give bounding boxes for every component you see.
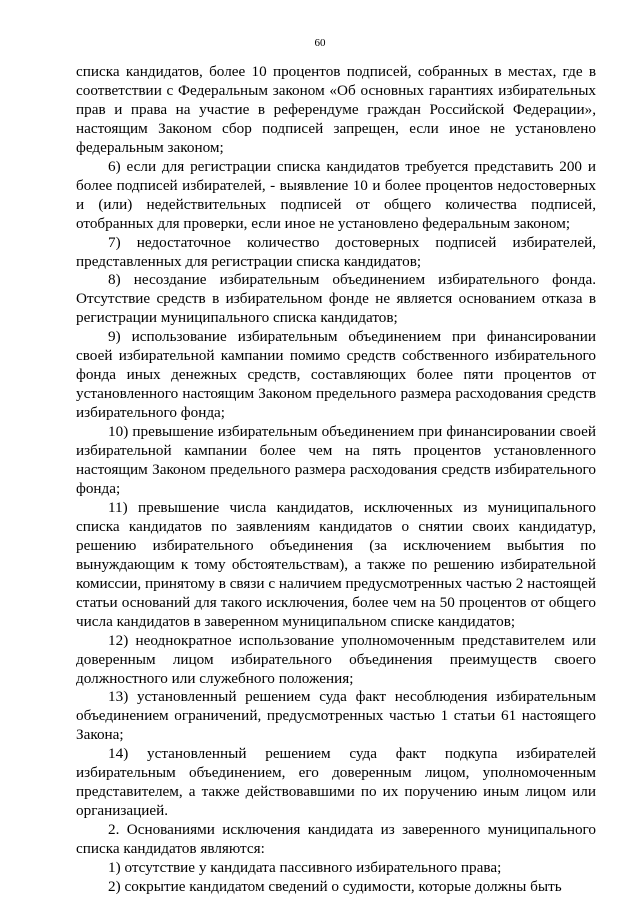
paragraph: списка кандидатов, более 10 процентов подписей, собранных в местах, где в соответствии с Федеральным законом «Об основных гарантиях избирательных прав и права на участие в референдуме граждан Российской Федерации», настоящим Законом сбор подписей запрещен, если иное не установлено федеральным законом; [76,63,596,156]
paragraph: 2. Основаниями исключения кандидата из заверенного муниципального списка кандидатов являются: [76,821,596,858]
page-number: 60 [314,37,326,49]
paragraph: 9) использование избирательным объединением при финансировании своей избирательной кампании помимо средств собственного избирательного фонда иных денежных средств, составляющих более пяти процентов от установленного настоящим Законом предельного размера расходования средств избирательного фонда; [76,328,596,422]
paragraph: 14) установленный решением суда факт подкупа избирателей избирательным объединением, его доверенным лицом, уполномоченным представителем, а также действовавшими по их поручению иным лицом или организацией. [76,745,596,820]
paragraph: 13) установленный решением суда факт несоблюдения избирательным объединением ограничений, предусмотренных частью 1 статьи 61 настоящего Закона; [76,688,596,744]
paragraph: 8) несоздание избирательным объединением избирательного фонда. Отсутствие средств в избирательном фонде не является основанием отказа в регистрации муниципального списка кандидатов; [76,271,596,327]
paragraph: 1) отсутствие у кандидата пассивного избирательного права; [108,859,502,877]
paragraph: 10) превышение избирательным объединением при финансировании своей избирательной кампании более чем на пять процентов установленного настоящим Законом предельного размера расходования средств избирательного фонда; [76,423,596,497]
paragraph: 11) превышение числа кандидатов, исключенных из муниципального списка кандидатов по заявлениям кандидатов о снятии своих кандидатур, решению избирательного объединения (за исключением выбытия по вынуждающим к тому обстоятельствам), а также по решению избирательной комиссии, принятому в связи с наличием предусмотренных частью 2 настоящей статьи оснований для такого исключения, более чем на 50 процентов от общего числа кандидатов в заверенном муниципальном списке кандидатов; [76,498,596,630]
paragraph: 7) недостаточное количество достоверных подписей избирателей, представленных для регистрации списка кандидатов; [76,233,596,270]
paragraph: 6) если для регистрации списка кандидатов требуется представить 200 и более подписей избирателей, - выявление 10 и более процентов недостоверных и (или) недействительных подписей от общего количества подписей, отобранных для проверки, если иное не установлено федеральным законом; [76,157,596,232]
document-body [76,63,596,897]
paragraph: 12) неоднократное использование уполномоченным представителем или доверенным лицом избирательного объединения преимуществ своего должностного или служебного положения; [76,631,596,687]
paragraph: 2) сокрытие кандидатом сведений о судимости, которые должны быть [108,877,562,895]
